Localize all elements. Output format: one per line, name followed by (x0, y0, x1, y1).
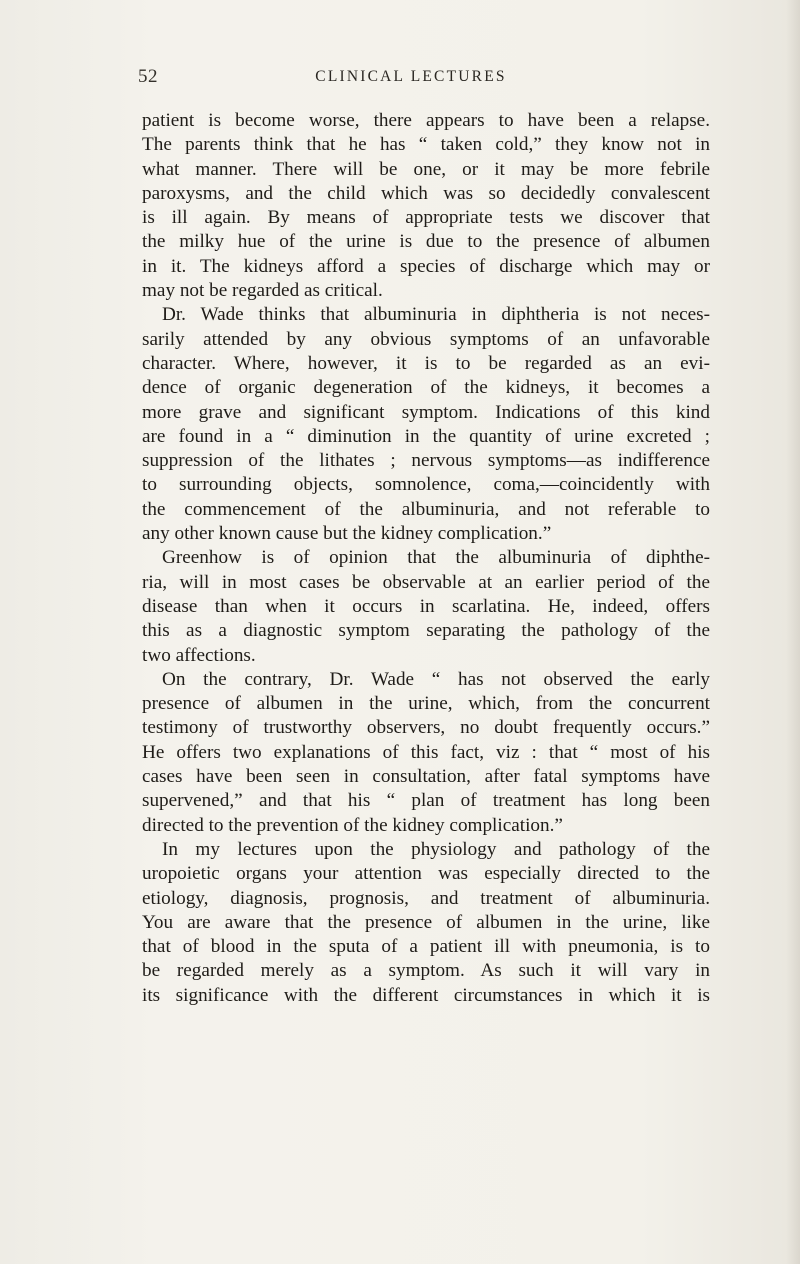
text-line: The parents think that he has “ taken cold,” they know not in (142, 134, 710, 156)
text-line: any other known cause but the kidney complication.” (142, 523, 552, 545)
text-line: to surrounding objects, somnolence, coma,—coincidently with (142, 474, 710, 496)
text-line: sarily attended by any obvious symptoms of an unfavorable (142, 328, 710, 350)
text-line: may not be regarded as critical. (142, 280, 383, 302)
page-header (0, 66, 800, 90)
text-line: supervened,” and that his “ plan of treatment has long been (142, 790, 710, 812)
text-line: what manner. There will be one, or it may be more febrile (142, 158, 710, 180)
running-head: CLINICAL LECTURES (315, 68, 507, 85)
text-line: the commencement of the albuminuria, and not referable to (142, 498, 710, 520)
text-line: suppression of the lithates ; nervous symptoms—as indifference (142, 450, 710, 472)
text-line: that of blood in the sputa of a patient ill with pneumonia, is to (142, 936, 710, 958)
paragraph-start-line: Greenhow is of opinion that the albuminuria of diphthe- (162, 547, 710, 569)
text-line: He offers two explanations of this fact, viz : that “ most of his (142, 741, 710, 763)
text-line: two affections. (142, 644, 256, 666)
text-line: You are aware that the presence of albumen in the urine, like (142, 911, 710, 933)
text-line: is ill again. By means of appropriate tests we discover that (142, 207, 710, 229)
text-line: the milky hue of the urine is due to the presence of albumen (142, 231, 710, 253)
text-line: character. Where, however, it is to be regarded as an evi- (142, 352, 710, 374)
page-number: 52 (138, 66, 158, 87)
text-line: ria, will in most cases be observable at an earlier period of the (142, 571, 710, 593)
text-line: dence of organic degeneration of the kidneys, it becomes a (142, 377, 710, 399)
text-line: testimony of trustworthy observers, no doubt frequently occurs.” (142, 717, 710, 739)
text-line: more grave and significant symptom. Indications of this kind (142, 401, 710, 423)
text-line: this as a diagnostic symptom separating the pathology of the (142, 620, 710, 642)
text-line: are found in a “ diminution in the quantity of urine excreted ; (142, 425, 710, 447)
text-line: paroxysms, and the child which was so decidedly convalescent (142, 182, 710, 204)
paragraph-start-line: On the contrary, Dr. Wade “ has not observed the early (162, 668, 710, 690)
text-line: presence of albumen in the urine, which, from the concurrent (142, 693, 710, 715)
page-edge-shadow (786, 0, 800, 1264)
text-line: its significance with the different circumstances in which it is (142, 984, 710, 1006)
text-line: uropoietic organs your attention was especially directed to the (142, 863, 710, 885)
text-line: patient is become worse, there appears to have been a relapse. (142, 110, 710, 131)
paragraph-start-line: Dr. Wade thinks that albuminuria in diphtheria is not neces- (162, 304, 710, 326)
text-line: in it. The kidneys afford a species of discharge which may or (142, 255, 710, 277)
text-line: disease than when it occurs in scarlatina. He, indeed, offers (142, 595, 710, 617)
text-line: cases have been seen in consultation, after fatal symptoms have (142, 766, 710, 788)
paragraph-start-line: In my lectures upon the physiology and pathology of the (162, 838, 710, 860)
text-line: directed to the prevention of the kidney complication.” (142, 814, 563, 836)
text-line: etiology, diagnosis, prognosis, and treatment of albuminuria. (142, 887, 710, 909)
body-text (142, 109, 710, 1008)
text-line: be regarded merely as a symptom. As such it will vary in (142, 960, 710, 982)
